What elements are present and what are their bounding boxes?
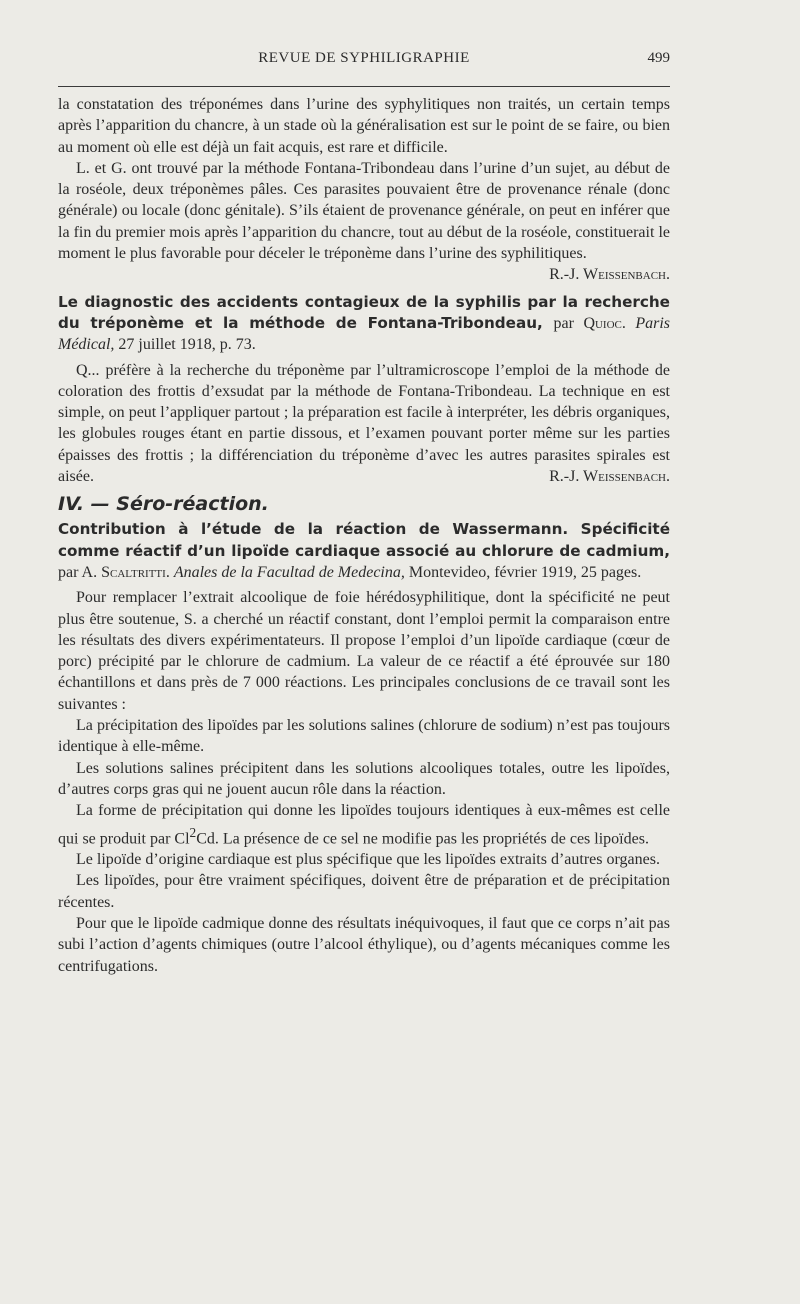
article-journal: Anales de la Facultad de Medecina,	[173, 563, 405, 581]
paragraph: Le lipoïde d’origine cardiaque est plus spécifique que les lipoïdes extraits d’autres organes.	[76, 851, 660, 869]
signature: R.-J. Weissenbach.	[549, 468, 670, 486]
section-heading: IV. — Séro-réaction.	[58, 493, 269, 516]
paragraph-text: L. et G. ont trouvé par la méthode Fontana-Tribondeau dans l’urine d’un sujet, au début de la roséole, deux tréponèmes pâles. Ces parasites pouvaient être de provenance rénale (donc générale) ou locale (donc génitale). S’ils étaient de provenance générale, on peut en inférer que la fin du premier mois après l’apparition du chancre, tout au début de la roséole, constituerait le moment le plus favorable pour déceler le tréponème dans l’urine des syphilitiques.	[58, 159, 670, 263]
superscript: 2	[189, 824, 197, 840]
page-number: 499	[647, 50, 670, 66]
paragraph: la constatation des tréponémes dans l’urine des syphylitiques non traités, un certain temps après l’apparition du chancre, à un stade où la généralisation est sur le point de se faire, ou bien au moment où elle est déjà un fait acquis, est rare et difficile.	[58, 96, 670, 156]
paragraph: Les solutions salines précipitent dans les solutions alcooliques totales, outre les lipoïdes, d’autres corps gras qui ne jouent aucun rôle dans la réaction.	[58, 759, 670, 798]
article-date: 27 juillet 1918, p. 73.	[118, 336, 256, 354]
article-journal: Paris Médical,	[58, 314, 671, 354]
paragraph: Les lipoïdes, pour être vraiment spécifiques, doivent être de préparation et de précipitation récentes.	[58, 872, 670, 911]
paragraph	[58, 360, 670, 488]
paragraph: Pour que le lipoïde cadmique donne des résultats inéquivoques, il faut que ce corps n’ait pas subi l’action d’agents chimiques (outre l’alcool éthylique), ou d’agents mécaniques comme les centrifugations.	[58, 915, 670, 975]
article-title	[58, 519, 670, 583]
article-title	[58, 292, 670, 356]
article-by: par	[553, 314, 574, 332]
article-author: Scaltritti.	[101, 563, 170, 581]
paragraph	[58, 158, 670, 284]
paragraph: La précipitation des lipoïdes par les solutions salines (chlorure de sodium) n’est pas toujours identique à elle-même.	[58, 717, 670, 756]
signature: R.-J. Weissenbach.	[549, 266, 670, 284]
paragraph-text: La forme de précipitation qui donne les lipoïdes toujours identiques à eux-mêmes est celle qui se produit par Cl	[58, 802, 670, 847]
paragraph	[58, 800, 670, 849]
article-author: Quioc.	[583, 314, 626, 332]
paragraph-text: Q... préfère à la recherche du tréponème par l’ultramicroscope l’emploi de la méthode de coloration des frottis d’exsudat par la méthode de Fontana-Tribondeau. La technique en est simple, on peut l’appliquer partout ; la préparation est facile à interpréter, les débris organiques, les globules rouges étant en partie dissous, et l’examen pouvant porter même sur les parties épaisses des frottis ; la différenciation du tréponème d’avec les autres parasites spirales est aisée.	[58, 361, 670, 486]
running-header	[58, 50, 670, 72]
header-rule	[58, 86, 670, 87]
article-by: par A.	[58, 563, 98, 581]
article-date: Montevideo, février 1919, 25 pages.	[408, 563, 642, 581]
paragraph: Pour remplacer l’extrait alcoolique de foie hérédosyphilitique, dont la spécificité ne peut plus être soutenue, S. a cherché un réactif constant, dont l’emploi permit la comparaison entre les résultats des divers expérimentateurs. Il propose l’emploi d’un lipoïde cardiaque (cœur de porc) précipité par le chlorure de cadmium. La valeur de ce réactif a été éprouvée sur 180 échantillons et dans près de 7 000 réactions. Les principales conclusions de ce travail sont les suivantes :	[58, 589, 670, 713]
article-title-text: Le diagnostic des accidents contagieux de la syphilis par la recherche du tréponème et la méthode de Fontana-Tribondeau,	[58, 292, 670, 332]
page-body	[58, 94, 670, 977]
journal-title: REVUE DE SYPHILIGRAPHIE	[258, 50, 470, 66]
paragraph-text: Cd. La présence de ce sel ne modifie pas les propriétés de ces lipoïdes.	[196, 829, 649, 847]
article-title-text: Contribution à l’étude de la réaction de Wassermann. Spécificité comme réactif d’un lipoïde cardiaque associé au chlorure de cadmium,	[58, 520, 670, 560]
